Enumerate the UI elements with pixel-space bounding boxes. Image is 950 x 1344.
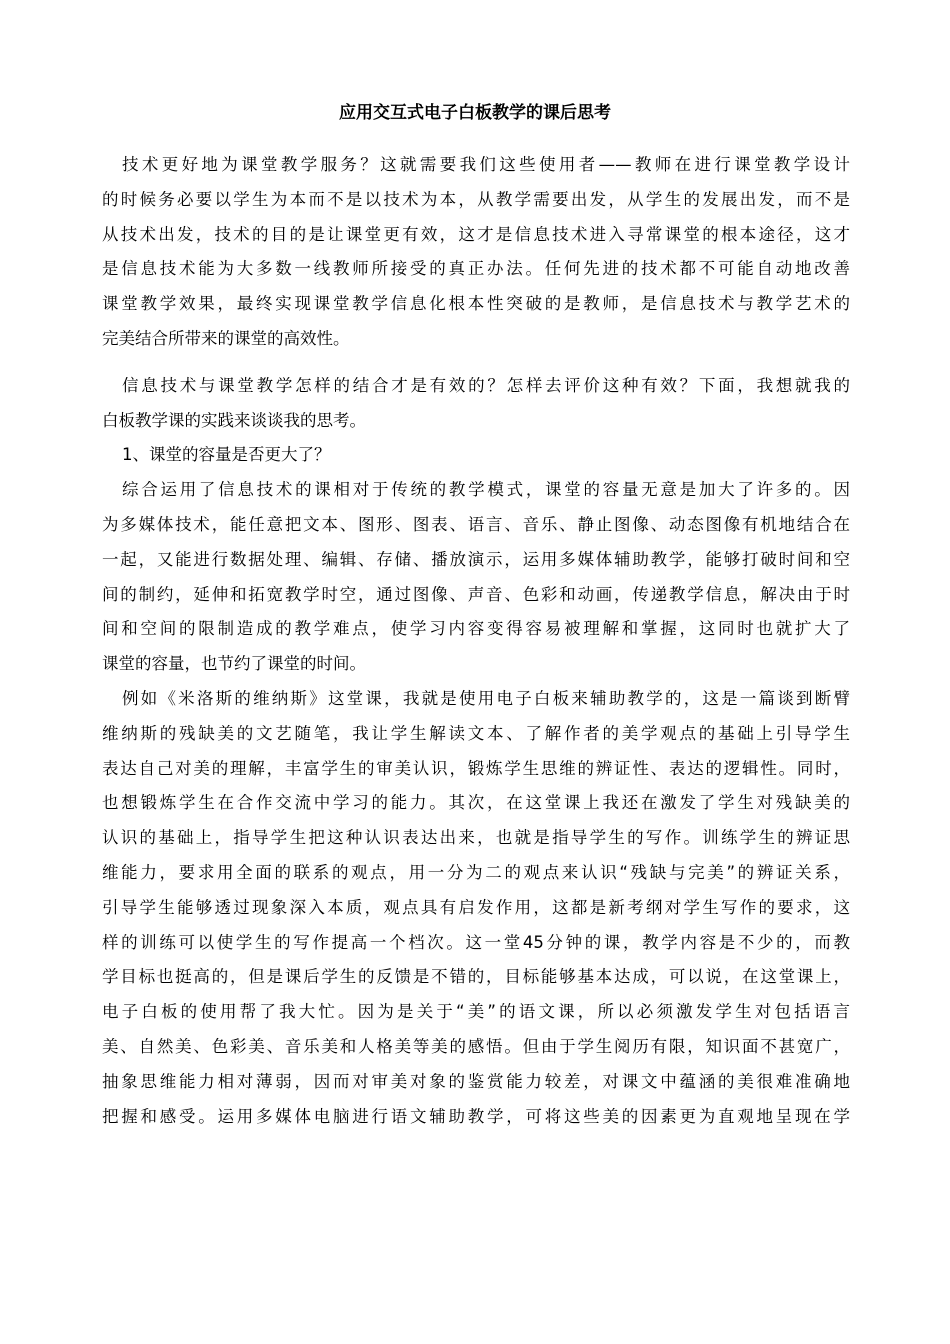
paragraph-2 <box>102 369 850 439</box>
paragraph-3 <box>102 473 850 682</box>
text-line: 信息技术与课堂教学怎样的结合才是有效的？怎样去评价这种有效？下面，我想就我的 <box>122 375 850 395</box>
text-line: 是信息技术能为大多数一线教师所接受的真正办法。任何先进的技术都不可能自动地改善 <box>102 259 850 279</box>
text-line: 一起，又能进行数据处理、编辑、存储、播放演示，运用多媒体辅助教学，能够打破时间和空 <box>102 549 850 569</box>
document-title: 应用交互式电子白板教学的课后思考 <box>339 103 611 123</box>
text-line: 把握和感受。运用多媒体电脑进行语文辅助教学，可将这些美的因素更为直观地呈现在学 <box>102 1106 850 1126</box>
text-line: 表达自己对美的理解，丰富学生的审美认识，锻炼学生思维的辨证性、表达的逻辑性。同时， <box>102 758 850 778</box>
text-line: 技术更好地为课堂教学服务？这就需要我们这些使用者——教师在进行课堂教学设计 <box>122 155 850 174</box>
text-line: 课堂教学效果，最终实现课堂教学信息化根本性突破的是教师，是信息技术与教学艺术的 <box>102 294 850 314</box>
paragraph-1 <box>102 148 850 357</box>
text-line: 认识的基础上，指导学生把这种认识表达出来，也就是指导学生的写作。训练学生的辨证思 <box>102 828 850 848</box>
text-line: 课堂的容量，也节约了课堂的时间。 <box>102 654 366 674</box>
text-line: 间和空间的限制造成的教学难点，使学习内容变得容易被理解和掌握，这同时也就扩大了 <box>102 619 850 639</box>
text-line: 抽象思维能力相对薄弱，因而对审美对象的鉴赏能力较差，对课文中蕴涵的美很难准确地 <box>102 1071 850 1091</box>
text-line: 从技术出发，技术的目的是让课堂更有效，这才是信息技术进入寻常课堂的根本途径，这才 <box>102 224 850 244</box>
text-line: 维能力，要求用全面的联系的观点，用一分为二的观点来认识“残缺与完美”的辨证关系， <box>102 862 850 882</box>
text-line: 的时候务必要以学生为本而不是以技术为本，从教学需要出发，从学生的发展出发，而不是 <box>102 189 850 209</box>
text-line: 引导学生能够透过现象深入本质，观点具有启发作用，这都是新考纲对学生写作的要求，这 <box>102 897 850 917</box>
text-line: 维纳斯的残缺美的文艺随笔，我让学生解读文本、了解作者的美学观点的基础上引导学生 <box>102 723 850 743</box>
text-line: 样的训练可以使学生的写作提高一个档次。这一堂45分钟的课，教学内容是不少的，而教 <box>102 932 850 952</box>
text-line: 完美结合所带来的课堂的高效性。 <box>102 328 350 348</box>
section-heading: 1、课堂的容量是否更大了？ <box>122 445 331 465</box>
paragraph-gap <box>102 357 850 369</box>
text-line: 为多媒体技术，能任意把文本、图形、图表、语言、音乐、静止图像、动态图像有机地结合在 <box>102 514 850 534</box>
text-line: 也想锻炼学生在合作交流中学习的能力。其次，在这堂课上我还在激发了学生对残缺美的 <box>102 793 850 813</box>
text-line: 白板教学课的实践来谈谈我的思考。 <box>102 410 366 430</box>
paragraph-4 <box>102 682 850 1134</box>
text-line: 电子白板的使用帮了我大忙。因为是关于“美”的语文课，所以必须激发学生对包括语言 <box>102 1002 850 1022</box>
text-line: 美、自然美、色彩美、音乐美和人格美等美的感悟。但由于学生阅历有限，知识面不甚宽广， <box>102 1036 850 1056</box>
section-heading-1 <box>102 438 850 473</box>
text-line: 综合运用了信息技术的课相对于传统的教学模式，课堂的容量无意是加大了许多的。因 <box>122 480 850 500</box>
text-line: 例如《米洛斯的维纳斯》这堂课，我就是使用电子白板来辅助教学的，这是一篇谈到断臂 <box>122 688 850 708</box>
text-line: 间的制约，延伸和拓宽教学时空，通过图像、声音、色彩和动画，传递教学信息，解决由于时 <box>102 584 850 604</box>
document-body <box>102 148 850 1134</box>
text-line: 学目标也挺高的，但是课后学生的反馈是不错的，目标能够基本达成，可以说，在这堂课上， <box>102 967 850 987</box>
